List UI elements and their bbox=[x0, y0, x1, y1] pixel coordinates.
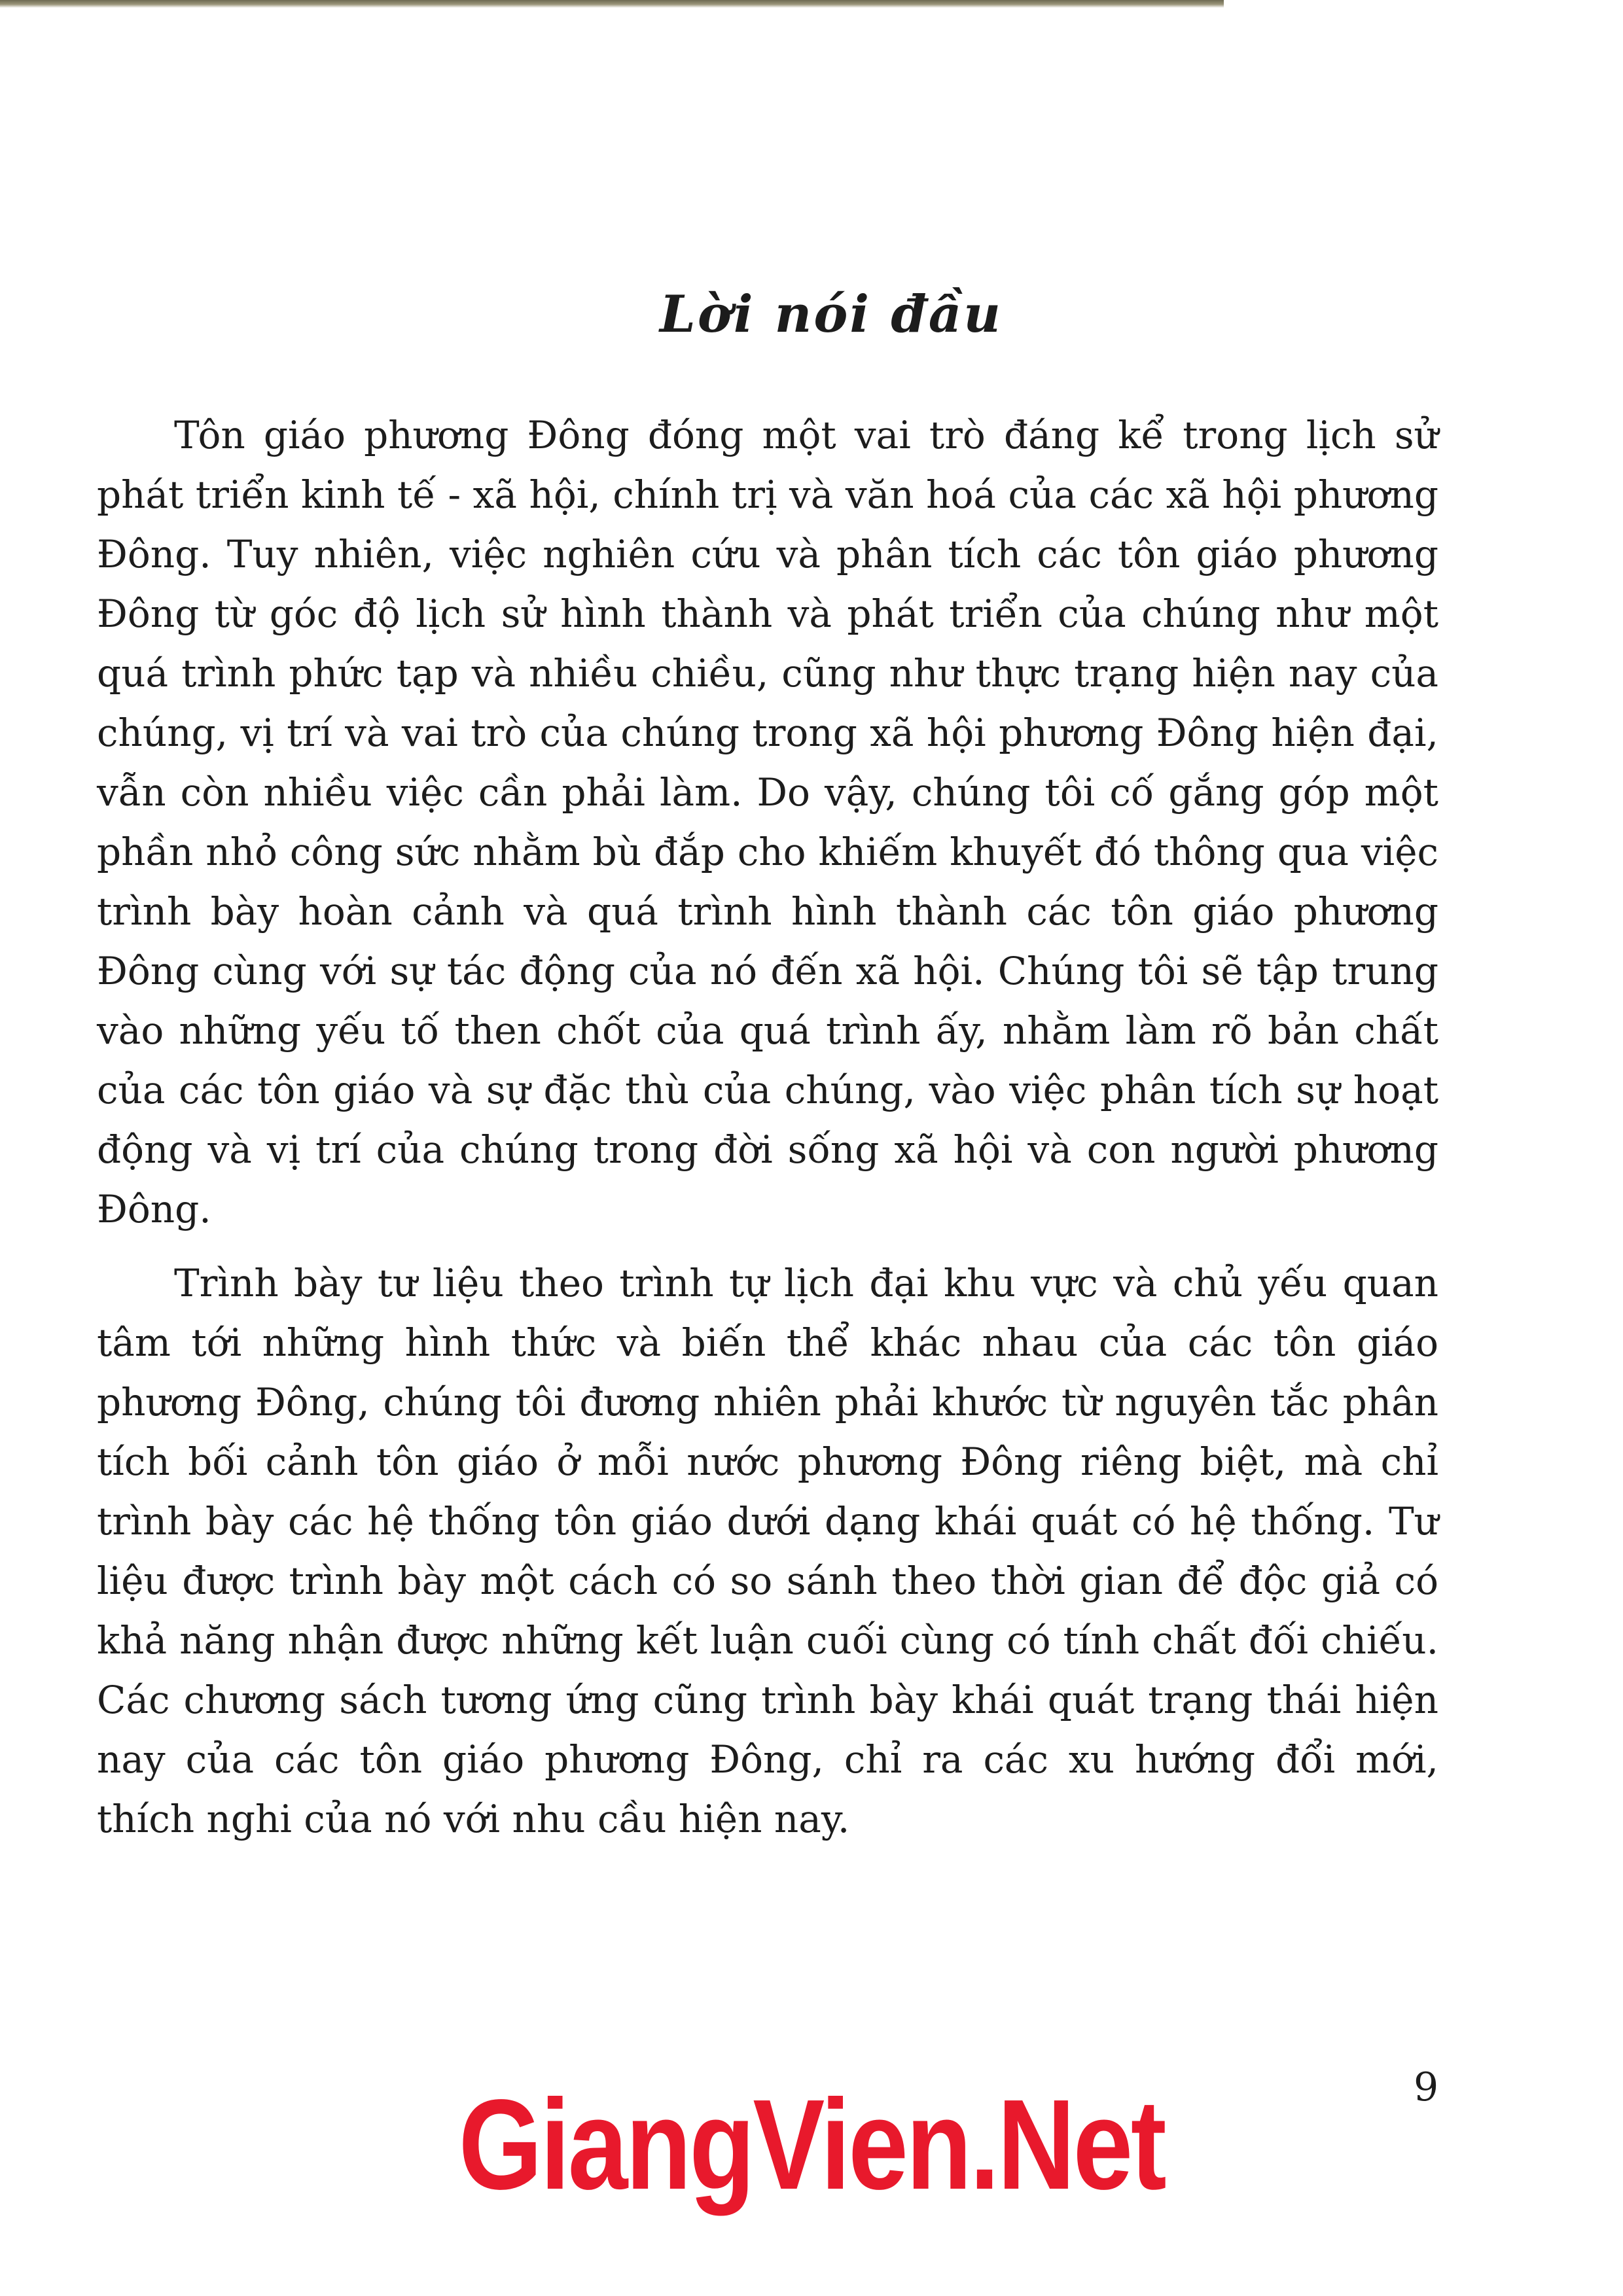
body-text bbox=[97, 406, 1438, 1849]
paragraph-1: Tôn giáo phương Đông đóng một vai trò đáng kể trong lịch sử phát triển kinh tế - xã hội, chính trị và văn hoá của các xã hội phương Đông. Tuy nhiên, việc nghiên cứu và phân tích các tôn giáo phương Đông từ góc độ lịch sử hình thành và phát triển của chúng như một quá trình phức tạp và nhiều chiều, cũng như thực trạng hiện nay của chúng, vị trí và vai trò của chúng trong xã hội phương Đông hiện đại, vẫn còn nhiều việc cần phải làm. Do vậy, chúng tôi cố gắng góp một phần nhỏ công sức nhằm bù đắp cho khiếm khuyết đó thông qua việc trình bày hoàn cảnh và quá trình hình thành các tôn giáo phương Đông cùng với sự tác động của nó đến xã hội. Chúng tôi sẽ tập trung vào những yếu tố then chốt của quá trình ấy, nhằm làm rõ bản chất của các tôn giáo và sự đặc thù của chúng, vào việc phân tích sự hoạt động và vị trí của chúng trong đời sống xã hội và con người phương Đông. bbox=[97, 413, 1438, 1231]
page-title: Lời nói đầu bbox=[660, 285, 1003, 344]
paragraph-2: Trình bày tư liệu theo trình tự lịch đại khu vực và chủ yếu quan tâm tới những hình thức và biến thể khác nhau của các tôn giáo phương Đông, chúng tôi đương nhiên phải khước từ nguyên tắc phân tích bối cảnh tôn giáo ở mỗi nước phương Đông riêng biệt, mà chỉ trình bày các hệ thống tôn giáo dưới dạng khái quát có hệ thống. Tư liệu được trình bày một cách có so sánh theo thời gian để độc giả có khả năng nhận được những kết luận cuối cùng có tính chất đối chiếu. Các chương sách tương ứng cũng trình bày khái quát trạng thái hiện nay của các tôn giáo phương Đông, chỉ ra các xu hướng đổi mới, thích nghi của nó với nhu cầu hiện nay. bbox=[97, 1261, 1438, 1841]
page-number: 9 bbox=[1414, 2064, 1439, 2110]
watermark-logo: GiangVien.Net bbox=[458, 2073, 1165, 2216]
top-page-border bbox=[0, 0, 1224, 8]
